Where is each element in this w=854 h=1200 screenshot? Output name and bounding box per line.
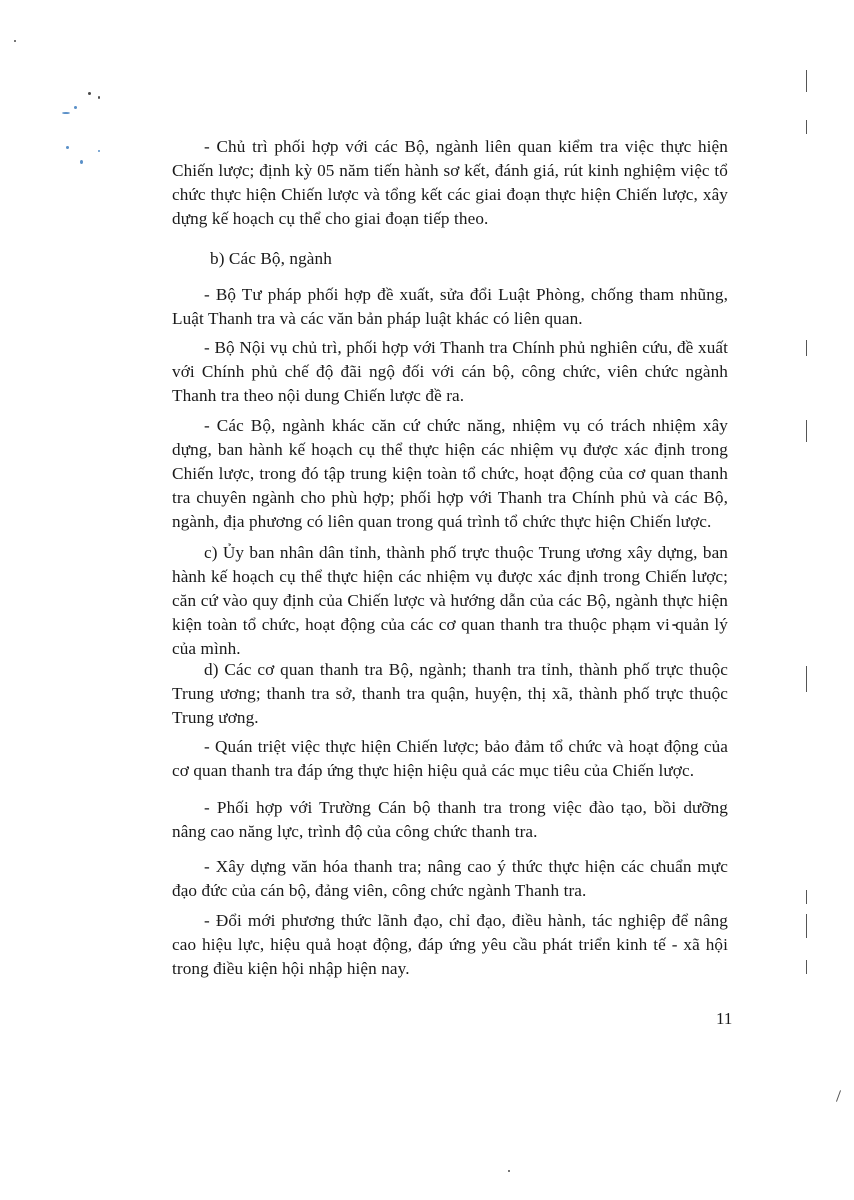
scan-speck <box>66 146 69 149</box>
scan-speck <box>14 40 16 42</box>
scan-speck <box>98 96 100 99</box>
paragraph-5 <box>172 735 728 783</box>
paragraph-text: - Chủ trì phối hợp với các Bộ, ngành liên quan kiểm tra việc thực hiện Chiến lược; định kỳ 05 năm tiến hành sơ kết, đánh giá, rút kinh nghiệm việc tổ chức thực hiện Chiến lược và tổng kết các giai đoạn thực hiện Chiến lược, xây dựng kế hoạch cụ thể cho giai đoạn tiếp theo. <box>172 137 728 228</box>
scan-edge-mark <box>836 1090 841 1102</box>
paragraph-text: - Bộ Nội vụ chủ trì, phối hợp với Thanh tra Chính phủ nghiên cứu, đề xuất với Chính phủ chế độ đãi ngộ đối với cán bộ, công chức, viên chức ngành Thanh tra theo nội dung Chiến lược đề ra. <box>172 338 728 405</box>
paragraph-text: - Đổi mới phương thức lãnh đạo, chỉ đạo, điều hành, tác nghiệp để nâng cao hiệu lực, hiệu quả hoạt động, đáp ứng yêu cầu phát triển kinh tế - xã hội trong điều kiện hội nhập hiện nay. <box>172 911 728 978</box>
page-number: 11 <box>716 1009 733 1028</box>
scan-edge-mark <box>806 340 807 356</box>
paragraph-2 <box>172 283 728 331</box>
scan-edge-mark <box>806 420 807 442</box>
paragraph-6 <box>172 796 728 844</box>
scan-speck <box>88 92 91 95</box>
paragraph-1 <box>172 135 728 231</box>
paragraph-text: - Phối hợp với Trường Cán bộ thanh tra trong việc đào tạo, bồi dưỡng nâng cao năng lực, trình độ của công chức thanh tra. <box>172 798 728 841</box>
paragraph-8 <box>172 909 728 981</box>
section-heading-text: b) Các Bộ, ngành <box>210 249 332 268</box>
paragraph-text: c) Ủy ban nhân dân tỉnh, thành phố trực thuộc Trung ương xây dựng, ban hành kế hoạch cụ thể thực hiện các nhiệm vụ được xác định trong Chiến lược; căn cứ vào quy định của Chiến lược và hướng dẫn của các Bộ, ngành thực hiện kiện toàn tổ chức, hoạt động của các cơ quan thanh tra thuộc phạm vi quản lý của mình. <box>172 543 728 658</box>
scan-edge-mark <box>806 914 807 938</box>
paragraph-text: - Các Bộ, ngành khác căn cứ chức năng, nhiệm vụ có trách nhiệm xây dựng, ban hành kế hoạch cụ thể thực hiện các nhiệm vụ được xác định trong Chiến lược, trong đó tập trung kiện toàn tổ chức, hoạt động của cơ quan thanh tra chuyên ngành cho phù hợp; phối hợp với Thanh tra Chính phủ và các Bộ, ngành, địa phương có liên quan trong quá trình tổ chức thực hiện Chiến lược. <box>172 416 728 531</box>
scan-edge-mark <box>806 120 807 134</box>
scan-speck <box>80 160 83 164</box>
scan-edge-mark <box>806 890 807 904</box>
scan-edge-mark <box>806 70 807 92</box>
paragraph-text: - Xây dựng văn hóa thanh tra; nâng cao ý thức thực hiện các chuẩn mực đạo đức của cán bộ, đảng viên, công chức ngành Thanh tra. <box>172 857 728 900</box>
scan-speck <box>98 150 100 152</box>
paragraph-7 <box>172 855 728 903</box>
section-d <box>172 658 728 730</box>
section-c <box>172 541 728 661</box>
paragraph-4 <box>172 414 728 534</box>
scan-edge-mark <box>806 666 807 692</box>
scan-speck <box>62 112 70 114</box>
scan-speck <box>508 1170 510 1172</box>
scan-edge-mark <box>806 960 807 974</box>
paragraph-text: d) Các cơ quan thanh tra Bộ, ngành; thanh tra tỉnh, thành phố trực thuộc Trung ương; thanh tra sở, thanh tra quận, huyện, thị xã, thành phố trực thuộc Trung ương. <box>172 660 728 727</box>
section-heading-b <box>172 247 728 271</box>
paragraph-text: - Bộ Tư pháp phối hợp đề xuất, sửa đổi Luật Phòng, chống tham nhũng, Luật Thanh tra và các văn bản pháp luật khác có liên quan. <box>172 285 728 328</box>
paragraph-text: - Quán triệt việc thực hiện Chiến lược; bảo đảm tổ chức và hoạt động của cơ quan thanh tra đáp ứng thực hiện hiệu quả các mục tiêu của Chiến lược. <box>172 737 728 780</box>
scan-speck <box>74 106 77 109</box>
paragraph-3 <box>172 336 728 408</box>
